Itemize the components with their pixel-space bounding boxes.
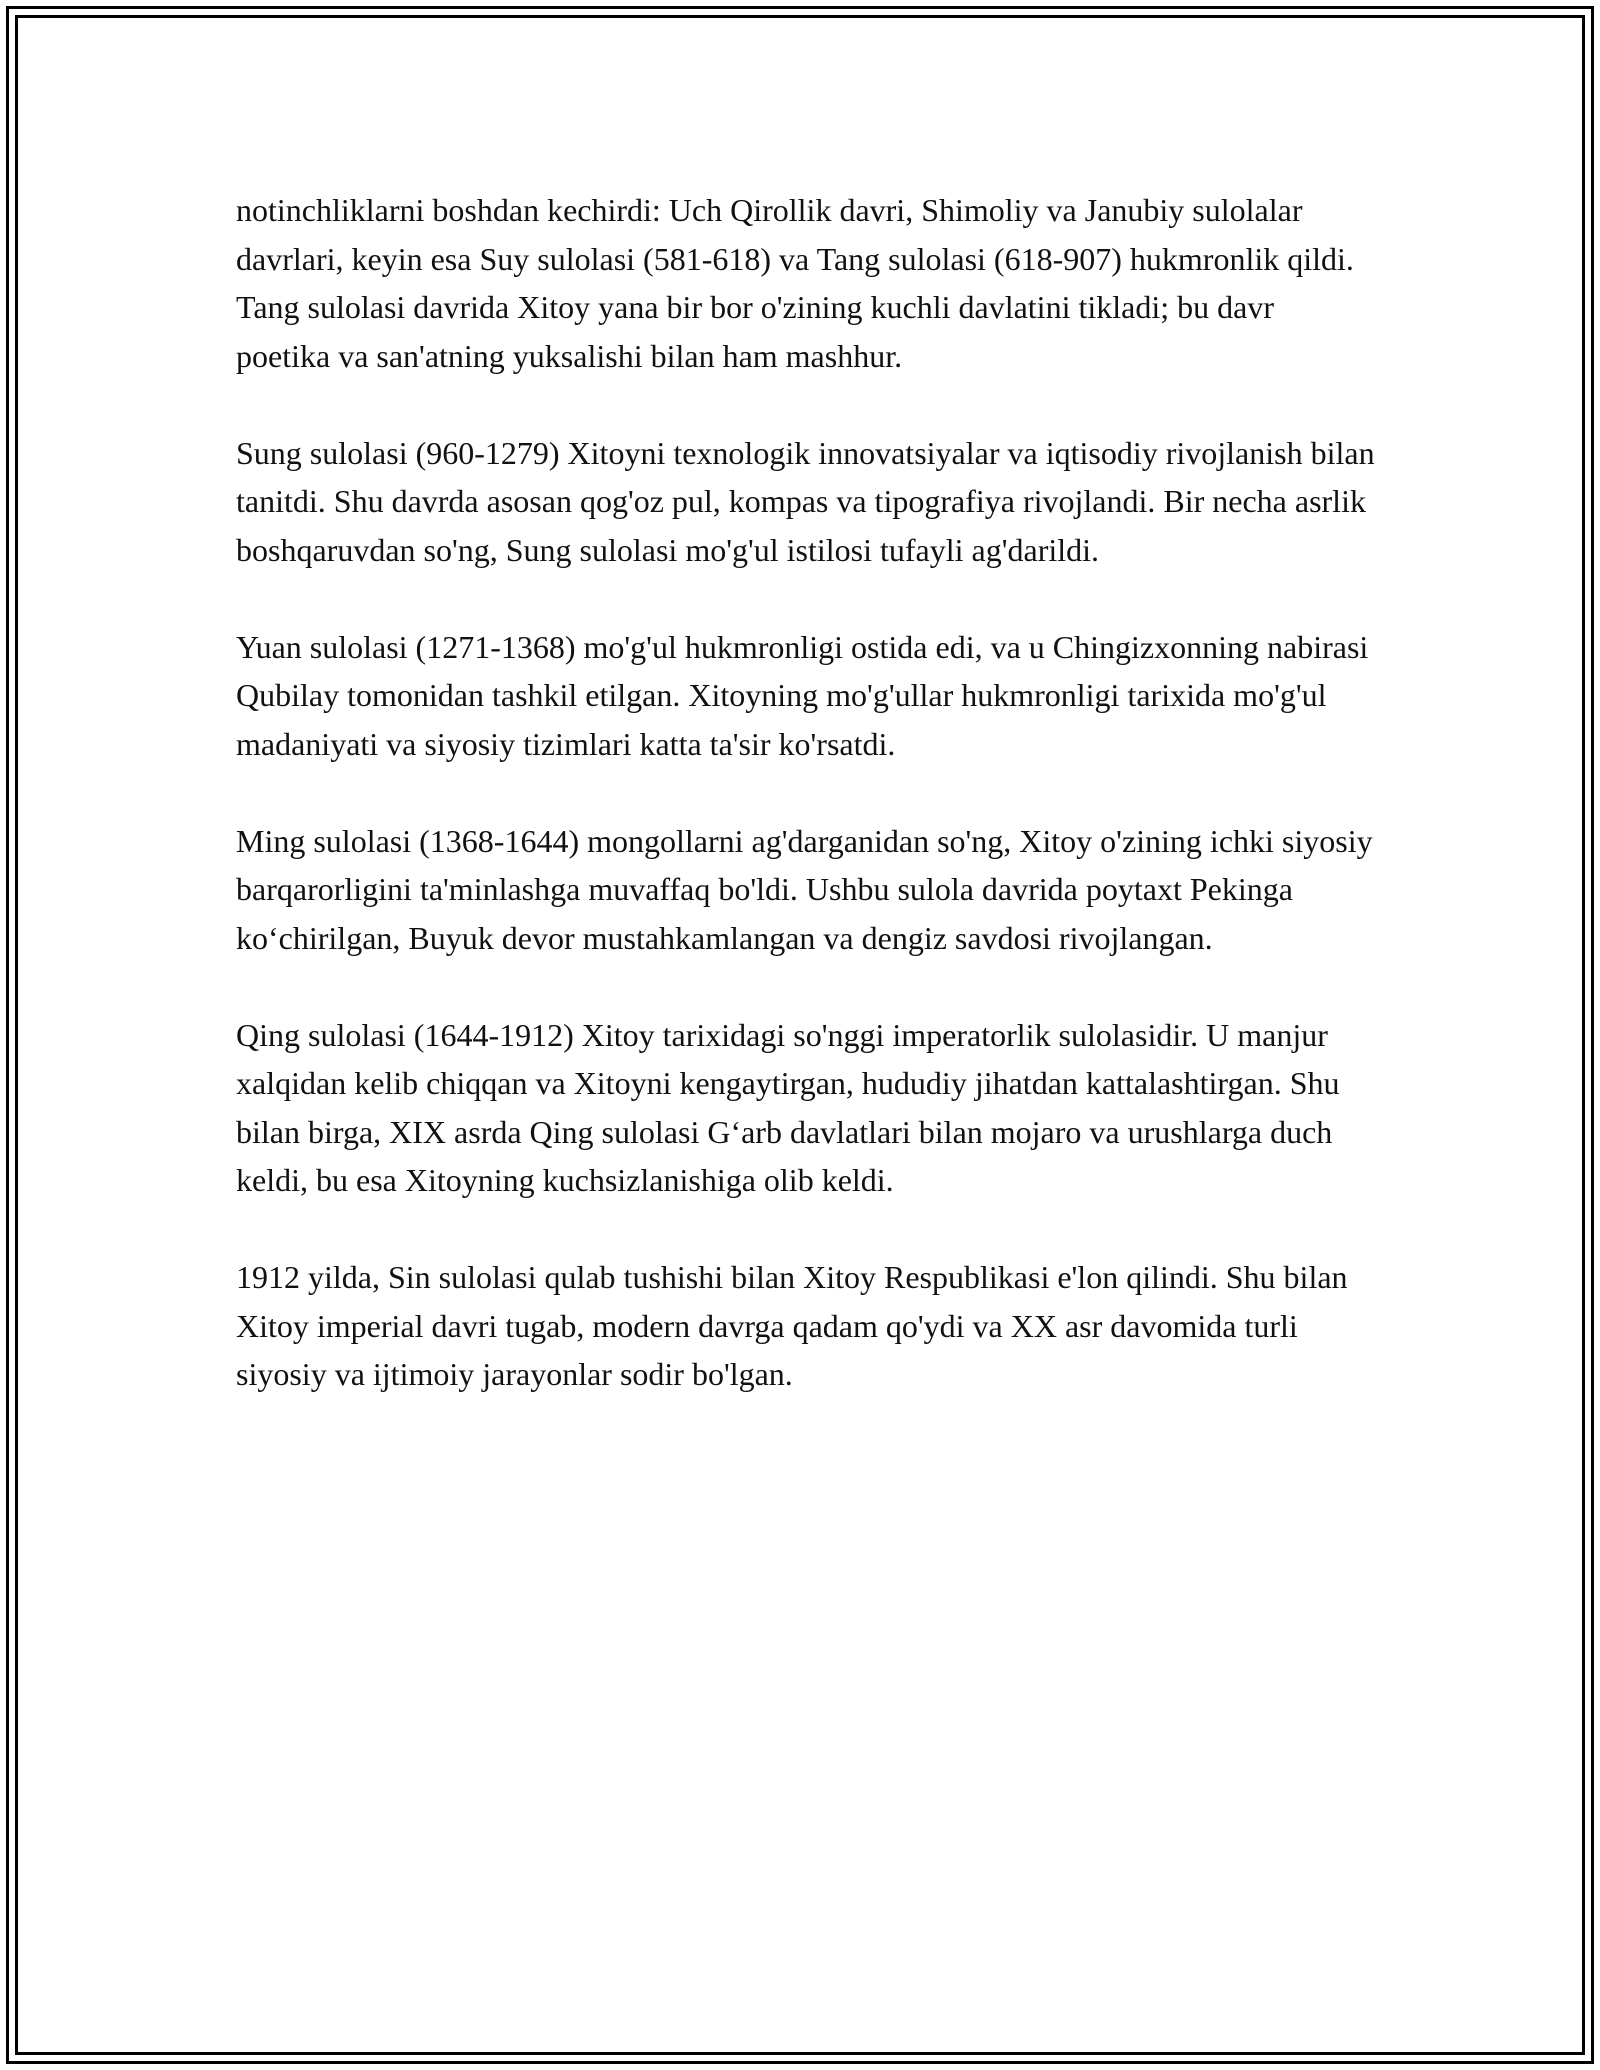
paragraph-qing-dynasty: Qing sulolasi (1644-1912) Xitoy tarixidagi so'nggi imperatorlik sulolasidir. U manjur xalqidan kelib chiqqan va Xitoyni kengaytirgan, hududiy jihatdan kattalashtirgan. Shu bilan birga, XIX asrda Qing sulolasi G‘arb davlatlari bilan mojaro va urushlarga duch keldi, bu esa Xitoyning kuchsizlanishiga olib keldi. [236, 1016, 1340, 1198]
document-body [236, 186, 1376, 1447]
paragraph-ming-dynasty: Ming sulolasi (1368-1644) mongollarni ag'darganidan so'ng, Xitoy o'zining ichki siyosiy barqarorligini ta'minlashga muvaffaq bo'ldi. Ushbu sulola davrida poytaxt Pekinga ko‘chirilgan, Buyuk devor mustahkamlangan va dengiz savdosi rivojlangan. [236, 822, 1373, 956]
paragraph-yuan-dynasty: Yuan sulolasi (1271-1368) mo'g'ul hukmronligi ostida edi, va u Chingizxonning nabirasi Qubilay tomonidan tashkil etilgan. Xitoyning mo'g'ullar hukmronligi tarixida mo'g'ul madaniyati va siyosiy tizimlari katta ta'sir ko'rsatdi. [236, 628, 1369, 762]
paragraph-sung-dynasty: Sung sulolasi (960-1279) Xitoyni texnologik innovatsiyalar va iqtisodiy rivojlanish bilan tanitdi. Shu davrda asosan qog'oz pul, kompas va tipografiya rivojlandi. Bir necha asrlik boshqaruvdan so'ng, Sung sulolasi mo'g'ul istilosi tufayli ag'darildi. [236, 434, 1375, 568]
paragraph-republic: 1912 yilda, Sin sulolasi qulab tushishi bilan Xitoy Respublikasi e'lon qilindi. Shu bilan Xitoy imperial davri tugab, modern davrga qadam qo'ydi va XX asr davomida turli siyosiy va ijtimoiy jarayonlar sodir bo'lgan. [236, 1259, 1348, 1392]
paragraph-tang-dynasty: notinchliklarni boshdan kechirdi: Uch Qirollik davri, Shimoliy va Janubiy sulolalar davrlari, keyin esa Suy sulolasi (581-618) va Tang sulolasi (618-907) hukmronlik qildi. Tang sulolasi davrida Xitoy yana bir bor o'zining kuchli davlatini tikladi; bu davr poetika va san'atning yuksalishi bilan ham mashhur. [236, 192, 1354, 374]
